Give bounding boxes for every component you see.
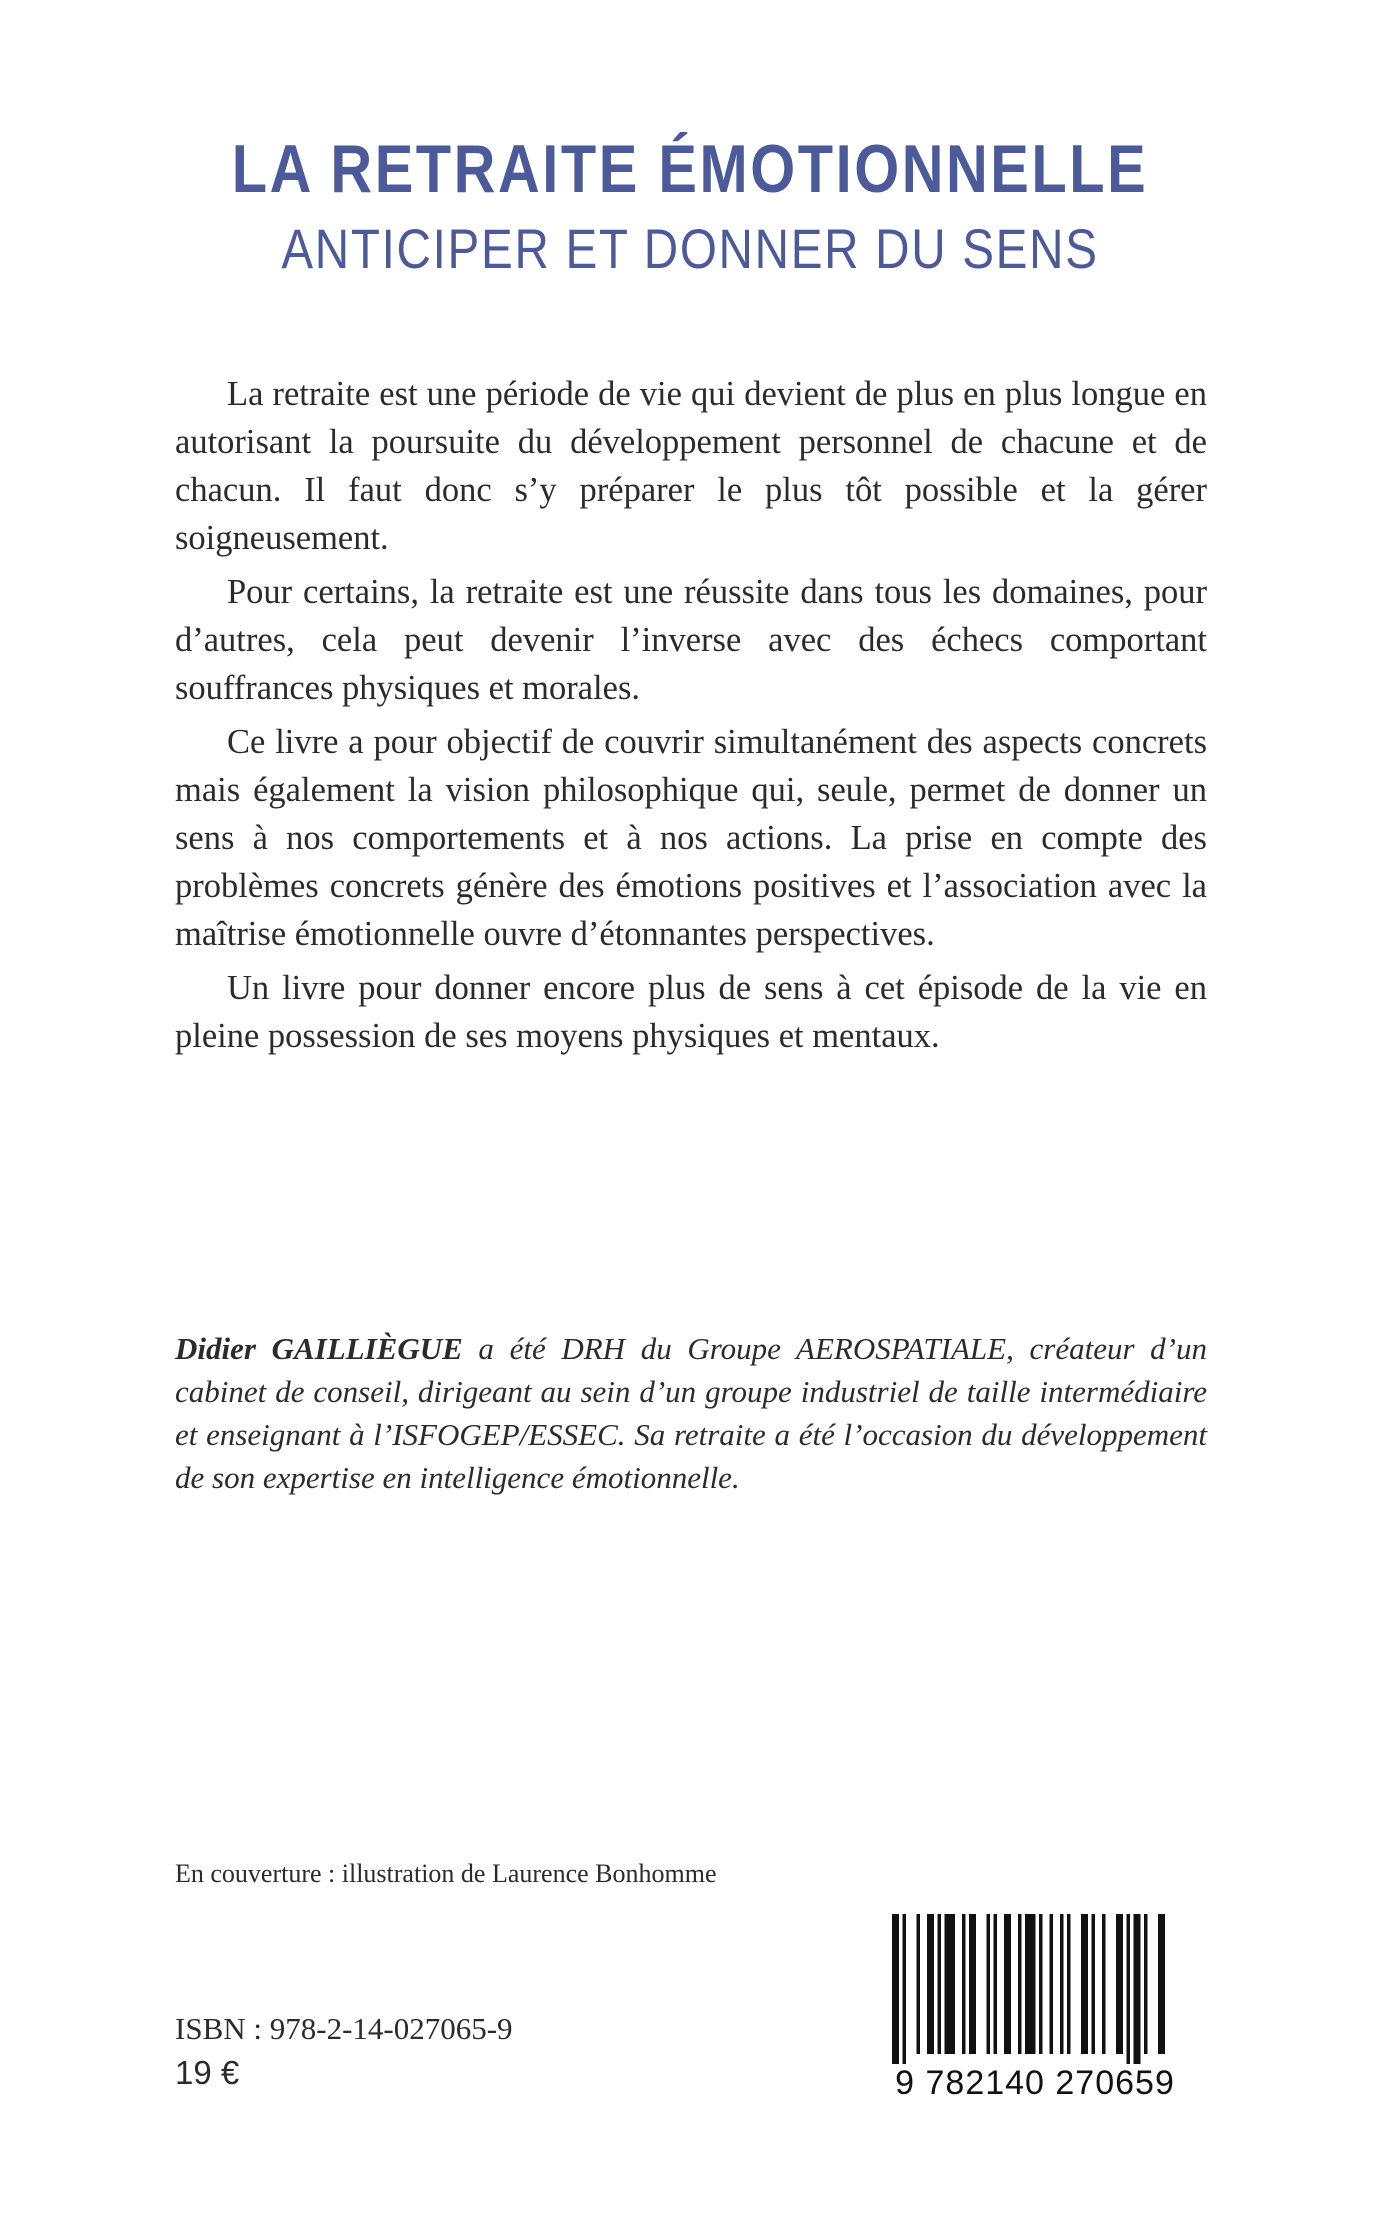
blurb-paragraph: La retraite est une période de vie qui devient de plus en plus longue en autorisant la poursuite du développement personnel de chacune et de chacun. Il faut donc s’y préparer le plus tôt possible et la gérer soigneusement. — [175, 375, 1207, 557]
barcode-bar — [1039, 1914, 1043, 2054]
barcode-bar — [994, 1914, 998, 2054]
barcode-bar — [1018, 1914, 1022, 2054]
barcode-bar — [1050, 1914, 1054, 2054]
barcode-bar — [962, 1914, 966, 2054]
barcode-bar — [1081, 1914, 1088, 2054]
blurb-paragraph: Pour certains, la retraite est une réussite dans tous les domaines, pour d’autres, cela peut devenir l’inverse avec des échecs comportant souffrances physiques et morales. — [175, 573, 1207, 707]
author-name: Didier GAILLIÈGUE — [175, 1331, 463, 1366]
barcode-bar — [938, 1914, 942, 2054]
author-bio — [175, 1327, 1207, 1499]
author-bio-text: a été DRH du Groupe AEROSPATIALE, créateur d’un cabinet de conseil, dirigeant au sein d’un groupe industriel de taille intermédiaire et enseignant à l’ISFOGEP/ESSEC. Sa retraite a été l’occasion du développement de son expertise en intelligence émotionnelle. — [175, 1331, 1207, 1495]
barcode-bar — [1158, 1914, 1165, 2054]
barcode-bar — [892, 1914, 899, 2064]
book-subtitle: ANTICIPER ET DONNER DU SENS — [281, 217, 1099, 280]
blurb — [175, 370, 1207, 1066]
barcode-bar — [1116, 1914, 1123, 2054]
barcode-bar — [1092, 1914, 1096, 2054]
blurb-paragraph: Un livre pour donner encore plus de sens à cet épisode de la vie en pleine possession de ses moyens physiques et mentaux. — [175, 969, 1207, 1055]
barcode-bar — [969, 1914, 976, 2054]
barcode-bar — [1144, 1914, 1148, 2054]
barcode-bar — [1060, 1914, 1064, 2054]
cover-credit: En couverture : illustration de Laurence Bonhomme — [175, 1859, 717, 1888]
barcode-bar — [903, 1914, 907, 2064]
barcode-bar — [1067, 1914, 1071, 2054]
book-title: LA RETRAITE ÉMOTIONNELLE — [231, 131, 1149, 207]
isbn: ISBN : 978-2-14-027065-9 — [175, 2011, 513, 2046]
ean13-barcode-icon — [870, 1910, 1200, 2070]
blurb-paragraph: Ce livre a pour objectif de couvrir simultanément des aspects concrets mais également la vision philosophique qui, seule, permet de donner un sens à nos comportements et à nos actions. La prise en compte des problèmes concrets génère des émotions positives et l’association avec la maîtrise émotionnelle ouvre d’étonnantes perspectives. — [175, 723, 1207, 953]
barcode-bar — [927, 1914, 934, 2054]
barcode-bar — [987, 1914, 991, 2054]
barcode-bar — [945, 1914, 956, 2054]
barcode-bar — [1025, 1914, 1036, 2054]
barcode-bar — [1127, 1914, 1131, 2064]
barcode-bar — [1134, 1914, 1141, 2064]
price: 19 € — [175, 2054, 240, 2091]
barcode-digits: 9 782140 270659 — [895, 2064, 1175, 2102]
barcode — [870, 1910, 1200, 2102]
barcode-bar — [917, 1914, 921, 2054]
barcode-bar — [1004, 1914, 1011, 2054]
barcode-bar — [1102, 1914, 1106, 2054]
